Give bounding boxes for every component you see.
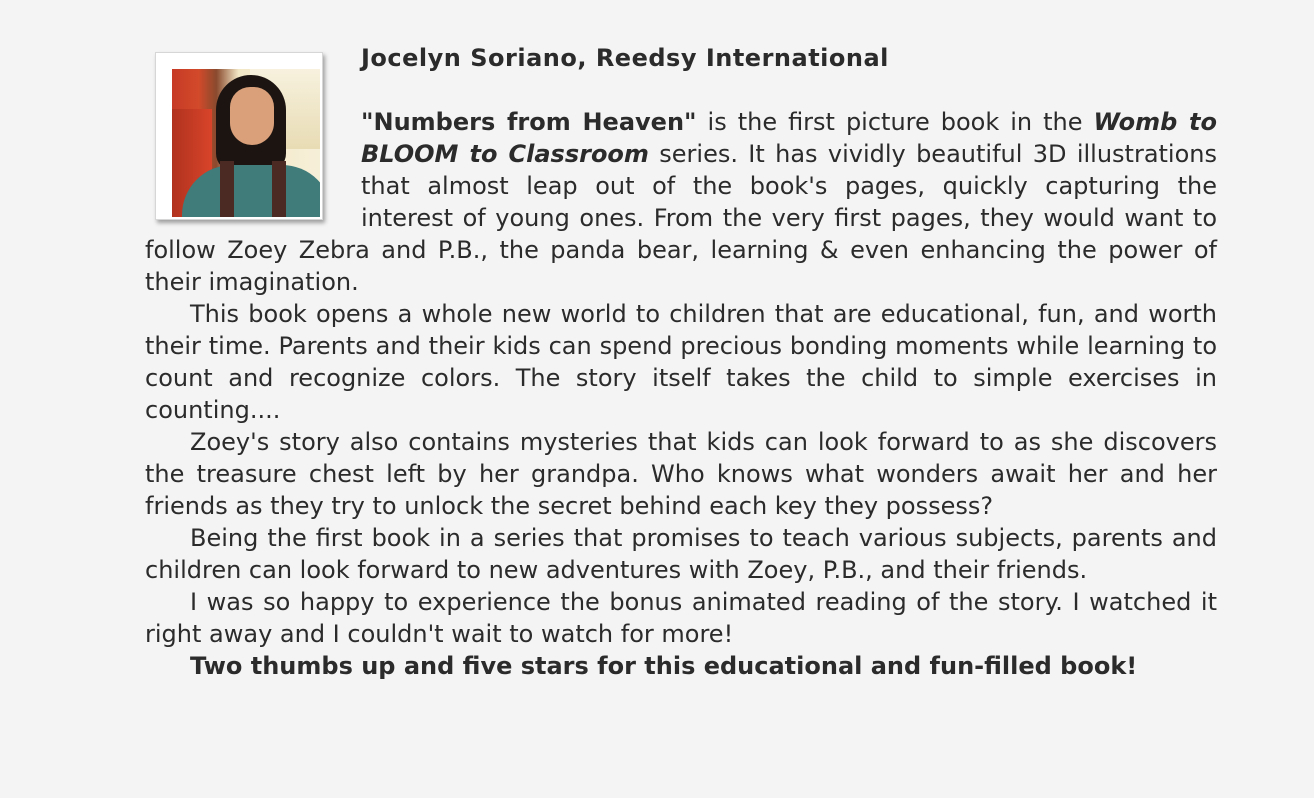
reviewer-photo-frame — [155, 52, 323, 220]
review-paragraph-1: "Numbers from Heaven" is the first picture book in the Womb to BLOOM to Classroom series. It has vividly beautiful 3D illustrations that almost leap out of the book's pages, quickly capturing the interest of young ones. From the very first pages, they would want to follow Zoey Zebra and P.B., the panda bear, learning & even enhancing the power of their imagination. — [145, 108, 1218, 296]
book-title: "Numbers from Heaven" — [361, 108, 697, 136]
reviewer-name: Jocelyn Soriano, Reedsy International — [361, 44, 889, 72]
review-block — [145, 42, 1217, 682]
series-name: Womb to BLOOM to Classroom — [361, 108, 1218, 168]
reviewer-photo — [172, 69, 320, 217]
review-paragraph-2: This book opens a whole new world to children that are educational, fun, and worth their time. Parents and their kids can spend precious bonding moments while learning to count and recognize colors. The story itself takes the child to simple exercises in counting.... — [145, 300, 1217, 424]
review-paragraph-5: I was so happy to experience the bonus animated reading of the story. I watched it right away and I couldn't wait to watch for more! — [145, 588, 1217, 648]
review-paragraph-3: Zoey's story also contains mysteries that kids can look forward to as she discovers the treasure chest left by her grandpa. Who knows what wonders await her and her friends as they try to unlock the secret behind each key they possess? — [145, 428, 1217, 520]
review-closing: Two thumbs up and five stars for this educational and fun-filled book! — [190, 652, 1138, 680]
review-paragraph-4: Being the first book in a series that promises to teach various subjects, parents and children can look forward to new adventures with Zoey, P.B., and their friends. — [145, 524, 1217, 584]
